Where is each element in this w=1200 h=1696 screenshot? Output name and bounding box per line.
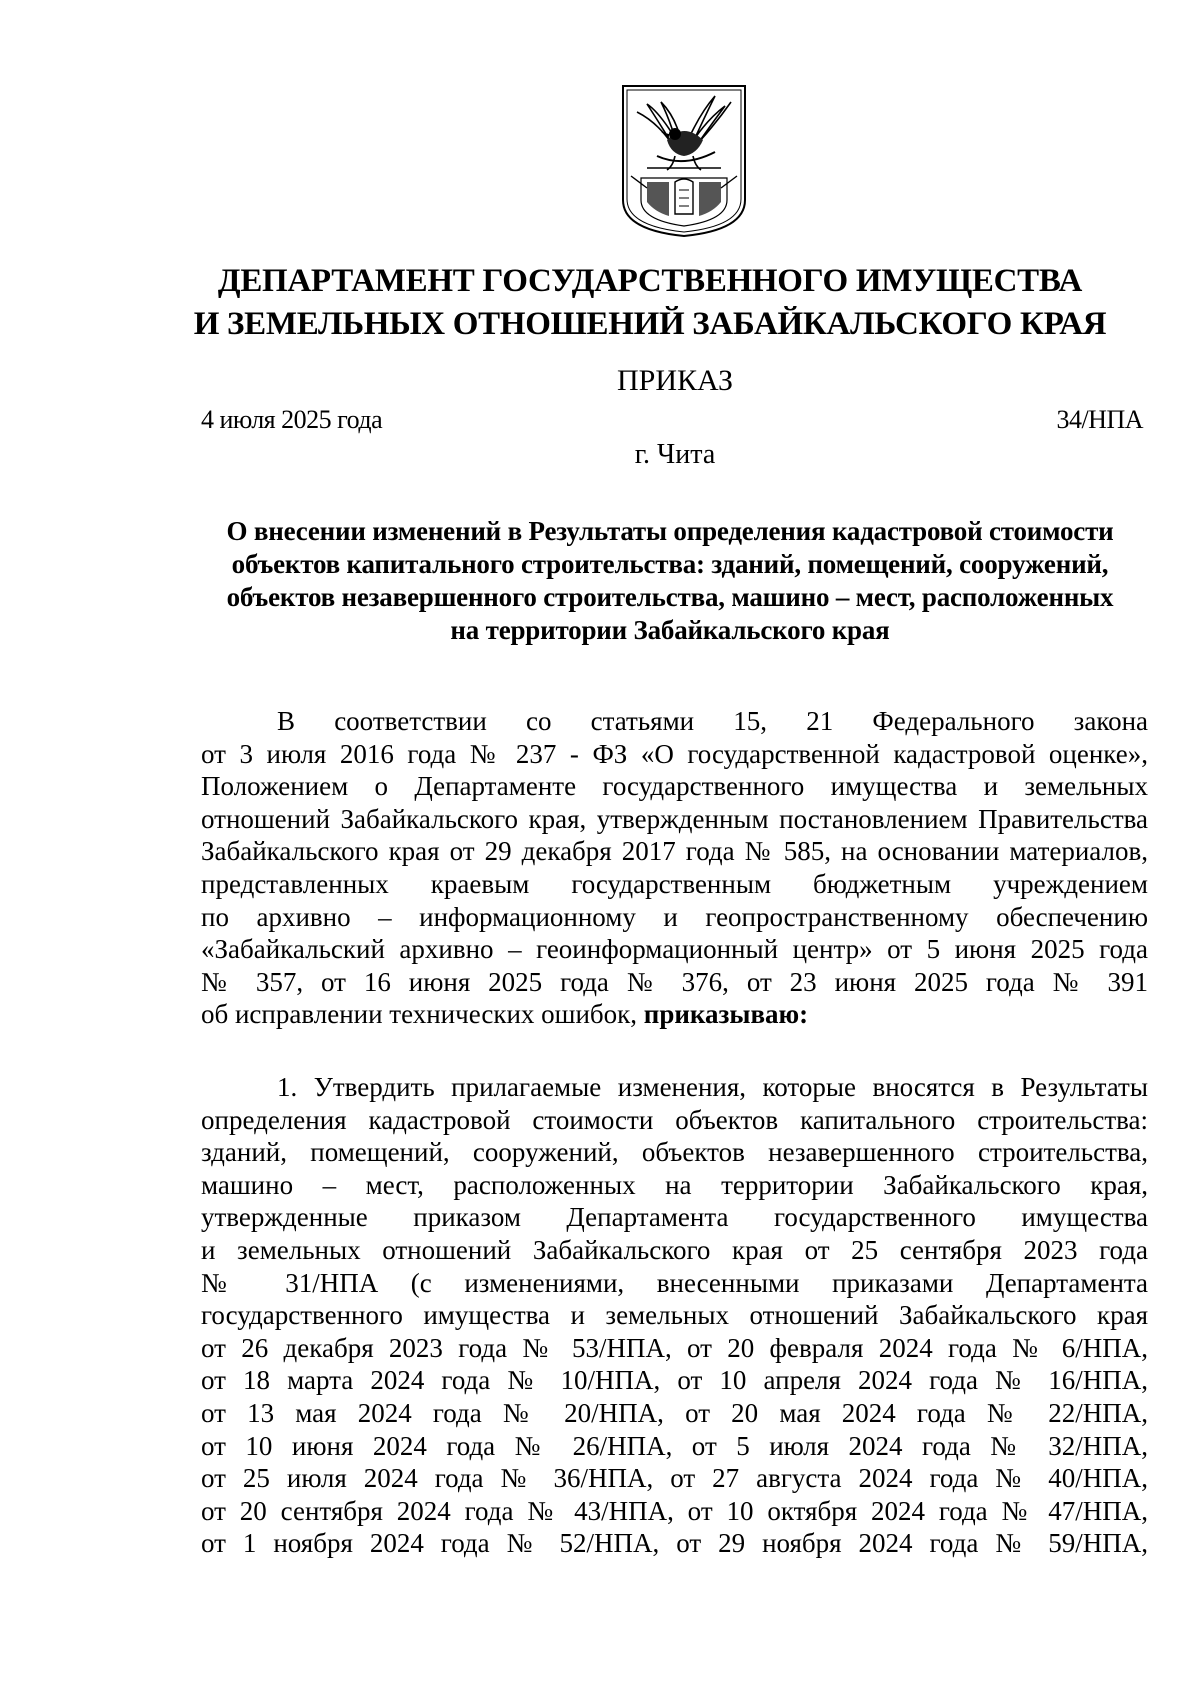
subject-line: на территории Забайкальского края: [450, 615, 890, 645]
paragraph-line: представленных краевым государственным бюджетным учреждением: [201, 868, 1148, 899]
paragraph-line: от 3 июля 2016 года № 237 - ФЗ «О государственной кадастровой оценке»,: [201, 738, 1148, 769]
order-subject: [190, 515, 1150, 647]
department-title: [150, 260, 1150, 346]
paragraph-line: от 18 марта 2024 года № 10/НПА, от 10 апреля 2024 года № 16/НПА,: [201, 1365, 1148, 1396]
preamble-paragraph: [201, 705, 1148, 1031]
document-type: ПРИКАЗ: [617, 364, 733, 397]
paragraph-line: отношений Забайкальского края, утвержденным постановлением Правительства: [201, 803, 1148, 834]
paragraph-last-line: [201, 998, 1148, 1031]
paragraph-line: машино – мест, расположенных на территории Забайкальского края,: [201, 1169, 1148, 1200]
coat-of-arms-icon: [617, 82, 751, 238]
paragraph-line: «Забайкальский архивно – геоинформационный центр» от 5 июня 2025 года: [201, 934, 1148, 965]
department-title-line2: И ЗЕМЕЛЬНЫХ ОТНОШЕНИЙ ЗАБАЙКАЛЬСКОГО КРАЯ: [193, 306, 1107, 342]
paragraph-line: В соответствии со статьями 15, 21 Федерального закона: [277, 706, 1148, 736]
paragraph-line: от 10 июня 2024 года № 26/НПА, от 5 июля 2024 года № 32/НПА,: [201, 1430, 1148, 1461]
paragraph-line: утвержденные приказом Департамента государственного имущества: [201, 1202, 1148, 1233]
paragraph-line: государственного имущества и земельных отношений Забайкальского края: [201, 1300, 1148, 1331]
decree-word: приказываю:: [643, 999, 809, 1030]
paragraph-line: по архивно – информационному и геопространственному обеспечению: [201, 901, 1148, 932]
paragraph-line: Забайкальского края от 29 декабря 2017 года № 585, на основании материалов,: [201, 836, 1148, 867]
paragraph-line: Положением о Департаменте государственного имущества и земельных: [201, 771, 1148, 802]
subject-line: О внесении изменений в Результаты определения кадастровой стоимости: [226, 516, 1114, 546]
subject-line: объектов незавершенного строительства, машино – мест, расположенных: [226, 582, 1114, 612]
paragraph-line: от 20 сентября 2024 года № 43/НПА, от 10 октября 2024 года № 47/НПА,: [201, 1495, 1148, 1526]
paragraph-line: от 26 декабря 2023 года № 53/НПА, от 20 февраля 2024 года № 6/НПА,: [201, 1332, 1148, 1363]
paragraph-line: от 1 ноября 2024 года № 52/НПА, от 29 ноября 2024 года № 59/НПА,: [201, 1528, 1148, 1559]
item-1-paragraph: [201, 1071, 1148, 1560]
paragraph-line: от 13 мая 2024 года № 20/НПА, от 20 мая 2024 года № 22/НПА,: [201, 1397, 1148, 1428]
paragraph-line: № 357, от 16 июня 2025 года № 376, от 23 июня 2025 года № 391: [201, 966, 1148, 997]
department-title-line1: ДЕПАРТАМЕНТ ГОСУДАРСТВЕННОГО ИМУЩЕСТВА: [217, 263, 1083, 299]
paragraph-line-text: об исправлении технических ошибок,: [201, 999, 644, 1030]
paragraph-line: определения кадастровой стоимости объектов капитального строительства:: [201, 1104, 1148, 1135]
order-number: 34/НПА: [1056, 405, 1143, 434]
paragraph-line: зданий, помещений, сооружений, объектов незавершенного строительства,: [201, 1137, 1148, 1168]
paragraph-line: и земельных отношений Забайкальского края от 25 сентября 2023 года: [201, 1234, 1148, 1265]
paragraph-line: № 31/НПА (с изменениями, внесенными приказами Департамента: [201, 1267, 1148, 1298]
coat-of-arms-emblem: [617, 82, 751, 238]
paragraph-line: 1. Утвердить прилагаемые изменения, которые вносятся в Результаты: [277, 1072, 1148, 1102]
order-city: г. Чита: [634, 439, 716, 470]
order-date: 4 июля 2025 года: [201, 405, 383, 434]
paragraph-line: от 25 июля 2024 года № 36/НПА, от 27 августа 2024 года № 40/НПА,: [201, 1463, 1148, 1494]
subject-line: объектов капитального строительства: зданий, помещений, сооружений,: [231, 549, 1109, 579]
